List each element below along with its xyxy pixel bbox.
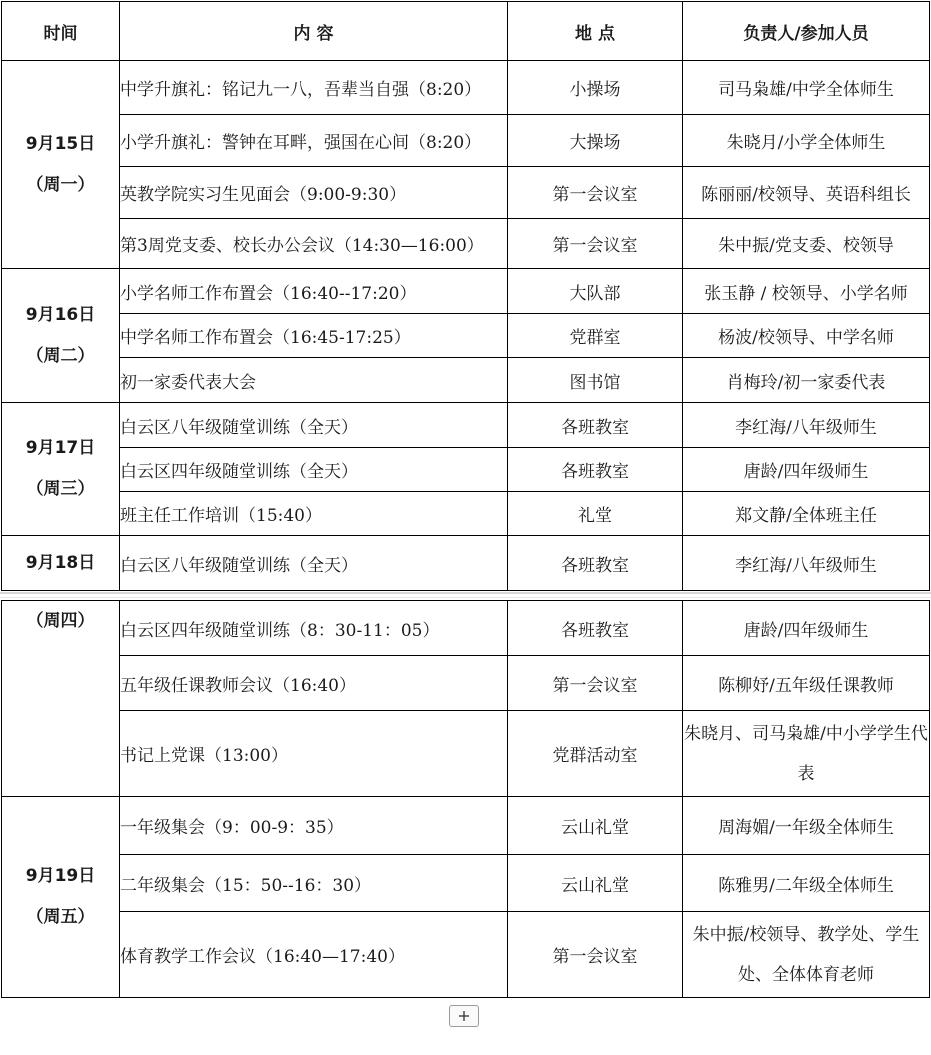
date-cell	[2, 536, 120, 591]
date-label: 9月15日	[25, 133, 96, 154]
weekday-label: （周五）	[26, 907, 95, 927]
table-row	[2, 314, 930, 358]
table-row	[2, 219, 930, 269]
content-cell: 二年级集会（15：50--16：30）	[120, 855, 508, 912]
place-cell: 第一会议室	[508, 656, 683, 711]
place-cell: 云山礼堂	[508, 797, 683, 855]
person-cell: 李红海/八年级师生	[683, 536, 930, 591]
date-cell	[2, 403, 120, 536]
content-cell: 体育教学工作会议（16:40—17:40）	[120, 912, 508, 998]
page-break-divider	[0, 597, 931, 598]
header-content: 内 容	[120, 2, 508, 61]
table-row	[2, 167, 930, 219]
person-cell: 陈丽丽/校领导、英语科组长	[683, 167, 930, 219]
table-row	[2, 448, 930, 492]
table-row	[2, 711, 930, 797]
person-cell: 周海媚/一年级全体师生	[683, 797, 930, 855]
table-row	[2, 492, 930, 536]
table-row	[2, 855, 930, 912]
table-row	[2, 912, 930, 998]
person-cell: 张玉静 / 校领导、小学名师	[683, 269, 930, 314]
table-row	[2, 656, 930, 711]
person-cell: 朱中振/党支委、校领导	[683, 219, 930, 269]
person-cell: 司马枭雄/中学全体师生	[683, 61, 930, 115]
schedule-table-bottom	[1, 600, 930, 998]
header-row	[2, 2, 930, 61]
date-cell	[2, 269, 120, 403]
date-label: 9月19日	[25, 866, 96, 886]
person-cell: 郑文静/全体班主任	[683, 492, 930, 536]
content-cell: 五年级任课教师会议（16:40）	[120, 656, 508, 711]
date-cell	[2, 601, 120, 797]
table-row	[2, 403, 930, 448]
person-cell: 朱晓月/小学全体师生	[683, 115, 930, 167]
header-person: 负责人/参加人员	[683, 2, 930, 61]
place-cell: 各班教室	[508, 403, 683, 448]
date-label: 9月16日	[25, 304, 96, 325]
place-cell: 第一会议室	[508, 912, 683, 998]
content-cell: 白云区八年级随堂训练（全天）	[120, 403, 508, 448]
table-row	[2, 797, 930, 855]
table-row	[2, 115, 930, 167]
date-cell	[2, 61, 120, 269]
header-time: 时间	[2, 2, 120, 61]
person-cell: 唐龄/四年级师生	[683, 448, 930, 492]
content-cell: 中学名师工作布置会（16:45-17:25）	[120, 314, 508, 358]
schedule-table-top	[1, 1, 930, 591]
content-cell: 白云区四年级随堂训练（8：30-11：05）	[120, 601, 508, 656]
place-cell: 云山礼堂	[508, 855, 683, 912]
place-cell: 各班教室	[508, 536, 683, 591]
place-cell: 图书馆	[508, 358, 683, 403]
content-cell: 班主任工作培训（15:40）	[120, 492, 508, 536]
table-row	[2, 358, 930, 403]
place-cell: 各班教室	[508, 601, 683, 656]
place-cell: 大操场	[508, 115, 683, 167]
table-row	[2, 601, 930, 656]
place-cell: 大队部	[508, 269, 683, 314]
place-cell: 党群室	[508, 314, 683, 358]
content-cell: 书记上党课（13:00）	[120, 711, 508, 797]
page-break-divider	[0, 592, 931, 594]
weekday-label: （周三）	[26, 479, 95, 499]
place-cell: 各班教室	[508, 448, 683, 492]
content-cell: 白云区八年级随堂训练（全天）	[120, 536, 508, 591]
weekday-label: （周一）	[26, 174, 95, 195]
place-cell: 第一会议室	[508, 219, 683, 269]
table-row	[2, 269, 930, 314]
person-cell: 肖梅玲/初一家委代表	[683, 358, 930, 403]
date-label: 9月18日	[25, 552, 96, 573]
place-cell: 党群活动室	[508, 711, 683, 797]
place-cell: 第一会议室	[508, 167, 683, 219]
place-cell: 礼堂	[508, 492, 683, 536]
person-cell: 陈柳妤/五年级任课教师	[683, 656, 930, 711]
person-cell: 朱中振/校领导、教学处、学生处、全体体育老师	[683, 912, 930, 998]
person-cell: 李红海/八年级师生	[683, 403, 930, 448]
add-row-button[interactable]	[449, 1005, 479, 1027]
content-cell: 英教学院实习生见面会（9:00-9:30）	[120, 167, 508, 219]
table-row	[2, 61, 930, 115]
date-cell	[2, 797, 120, 998]
content-cell: 初一家委代表大会	[120, 358, 508, 403]
person-cell: 杨波/校领导、中学名师	[683, 314, 930, 358]
content-cell: 中学升旗礼：铭记九一八，吾辈当自强（8:20）	[120, 61, 508, 115]
content-cell: 小学名师工作布置会（16:40--17:20）	[120, 269, 508, 314]
content-cell: 小学升旗礼：警钟在耳畔，强国在心间（8:20）	[120, 115, 508, 167]
person-cell: 唐龄/四年级师生	[683, 601, 930, 656]
content-cell: 一年级集会（9：00-9：35）	[120, 797, 508, 855]
person-cell: 陈雅男/二年级全体师生	[683, 855, 930, 912]
header-place: 地 点	[508, 2, 683, 61]
table-row	[2, 536, 930, 591]
place-cell: 小操场	[508, 61, 683, 115]
content-cell: 白云区四年级随堂训练（全天）	[120, 448, 508, 492]
weekday-label: （周二）	[26, 345, 95, 366]
content-cell: 第3周党支委、校长办公会议（14:30—16:00）	[120, 219, 508, 269]
date-label: 9月17日	[25, 438, 96, 458]
weekday-label: （周四）	[26, 611, 95, 631]
person-cell: 朱晓月、司马枭雄/中小学学生代表	[683, 711, 930, 797]
plus-icon	[458, 1010, 470, 1022]
